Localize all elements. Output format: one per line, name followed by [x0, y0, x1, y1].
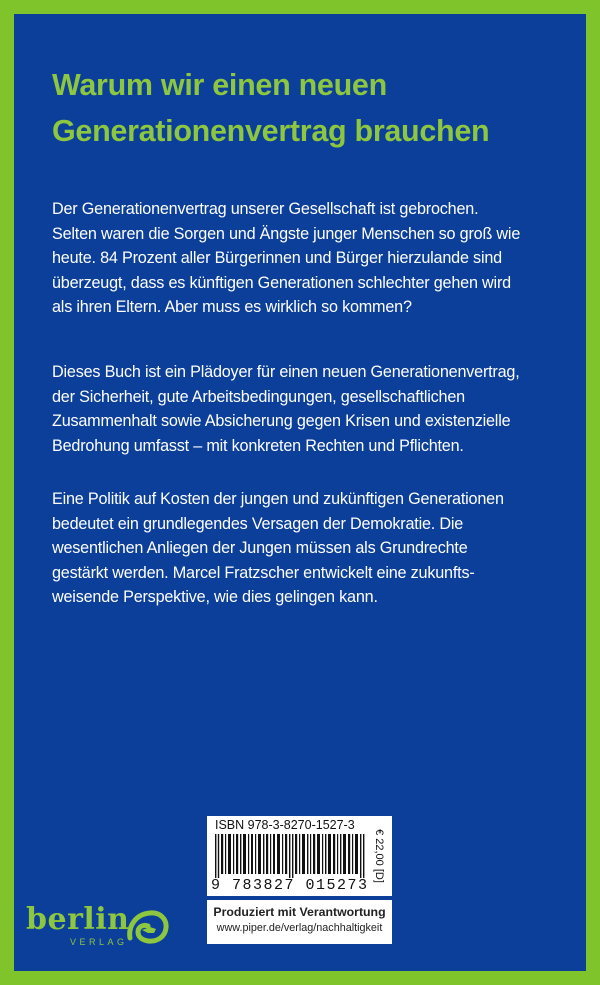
paragraph-line: heute. 84 Prozent aller Bürgerinnen und Bürger hierzulande sind [52, 249, 502, 267]
paragraph-line: weisende Perspektive, wie dies gelingen kann. [52, 588, 378, 606]
blurb-paragraph-2 [52, 360, 572, 458]
paragraph-line: gestärkt werden. Marcel Fratzscher entwickelt eine zukunfts- [52, 563, 475, 582]
publisher-logo [26, 904, 176, 964]
publisher-sub: VERLAG [70, 937, 128, 947]
sustainability-title: Produziert mit Verantwortung [213, 905, 386, 919]
paragraph-line: Zusammenhalt sowie Absicherung gegen Krisen und existenzielle [52, 412, 511, 430]
paragraph-line: Dieses Buch ist ein Plädoyer für einen neuen Generationenvertrag, [52, 363, 520, 381]
barcode-number: 9 783827 015273 [211, 877, 369, 894]
bear-icon [126, 908, 170, 946]
paragraph-line: Selten waren die Sorgen und Ängste junger Menschen so groß wie [52, 224, 521, 243]
paragraph-line: überzeugt, dass es künftigen Generationen schlechter gehen wird [52, 273, 511, 292]
headline-line-1: Warum wir einen neuen [52, 68, 387, 102]
paragraph-line: der Sicherheit, gute Arbeitsbedingungen, gesellschaftlichen [52, 387, 465, 406]
barcode-box [207, 816, 392, 896]
blurb-paragraph-1 [52, 197, 572, 320]
paragraph-line: als ihren Eltern. Aber muss es wirklich so kommen? [52, 298, 412, 316]
paragraph-line: wesentlichen Anliegen der Jungen müssen als Grundrechte [52, 539, 468, 557]
paragraph-line: Bedrohung umfasst – mit konkreten Rechten und Pflichten. [52, 436, 464, 455]
paragraph-line: Eine Politik auf Kosten der jungen und zukünftigen Generationen [52, 490, 504, 508]
publisher-name: berlin [26, 902, 130, 937]
isbn-label: ISBN 978-3-8270-1527-3 [215, 818, 355, 832]
price-label: € 22,00 [D] [373, 829, 385, 883]
sustainability-url: www.piper.de/verlag/nachhaltigkeit [216, 922, 383, 934]
sustainability-box [207, 900, 392, 944]
paragraph-line: bedeutet ein grundlegendes Versagen der Demokratie. Die [52, 514, 464, 533]
headline-line-2: Generationenvertrag brauchen [52, 114, 490, 148]
barcode-icon [215, 834, 367, 878]
headline [52, 62, 572, 154]
paragraph-line: Der Generationenvertrag unserer Gesellschaft ist gebrochen. [52, 200, 479, 218]
blurb-paragraph-3 [52, 487, 572, 610]
